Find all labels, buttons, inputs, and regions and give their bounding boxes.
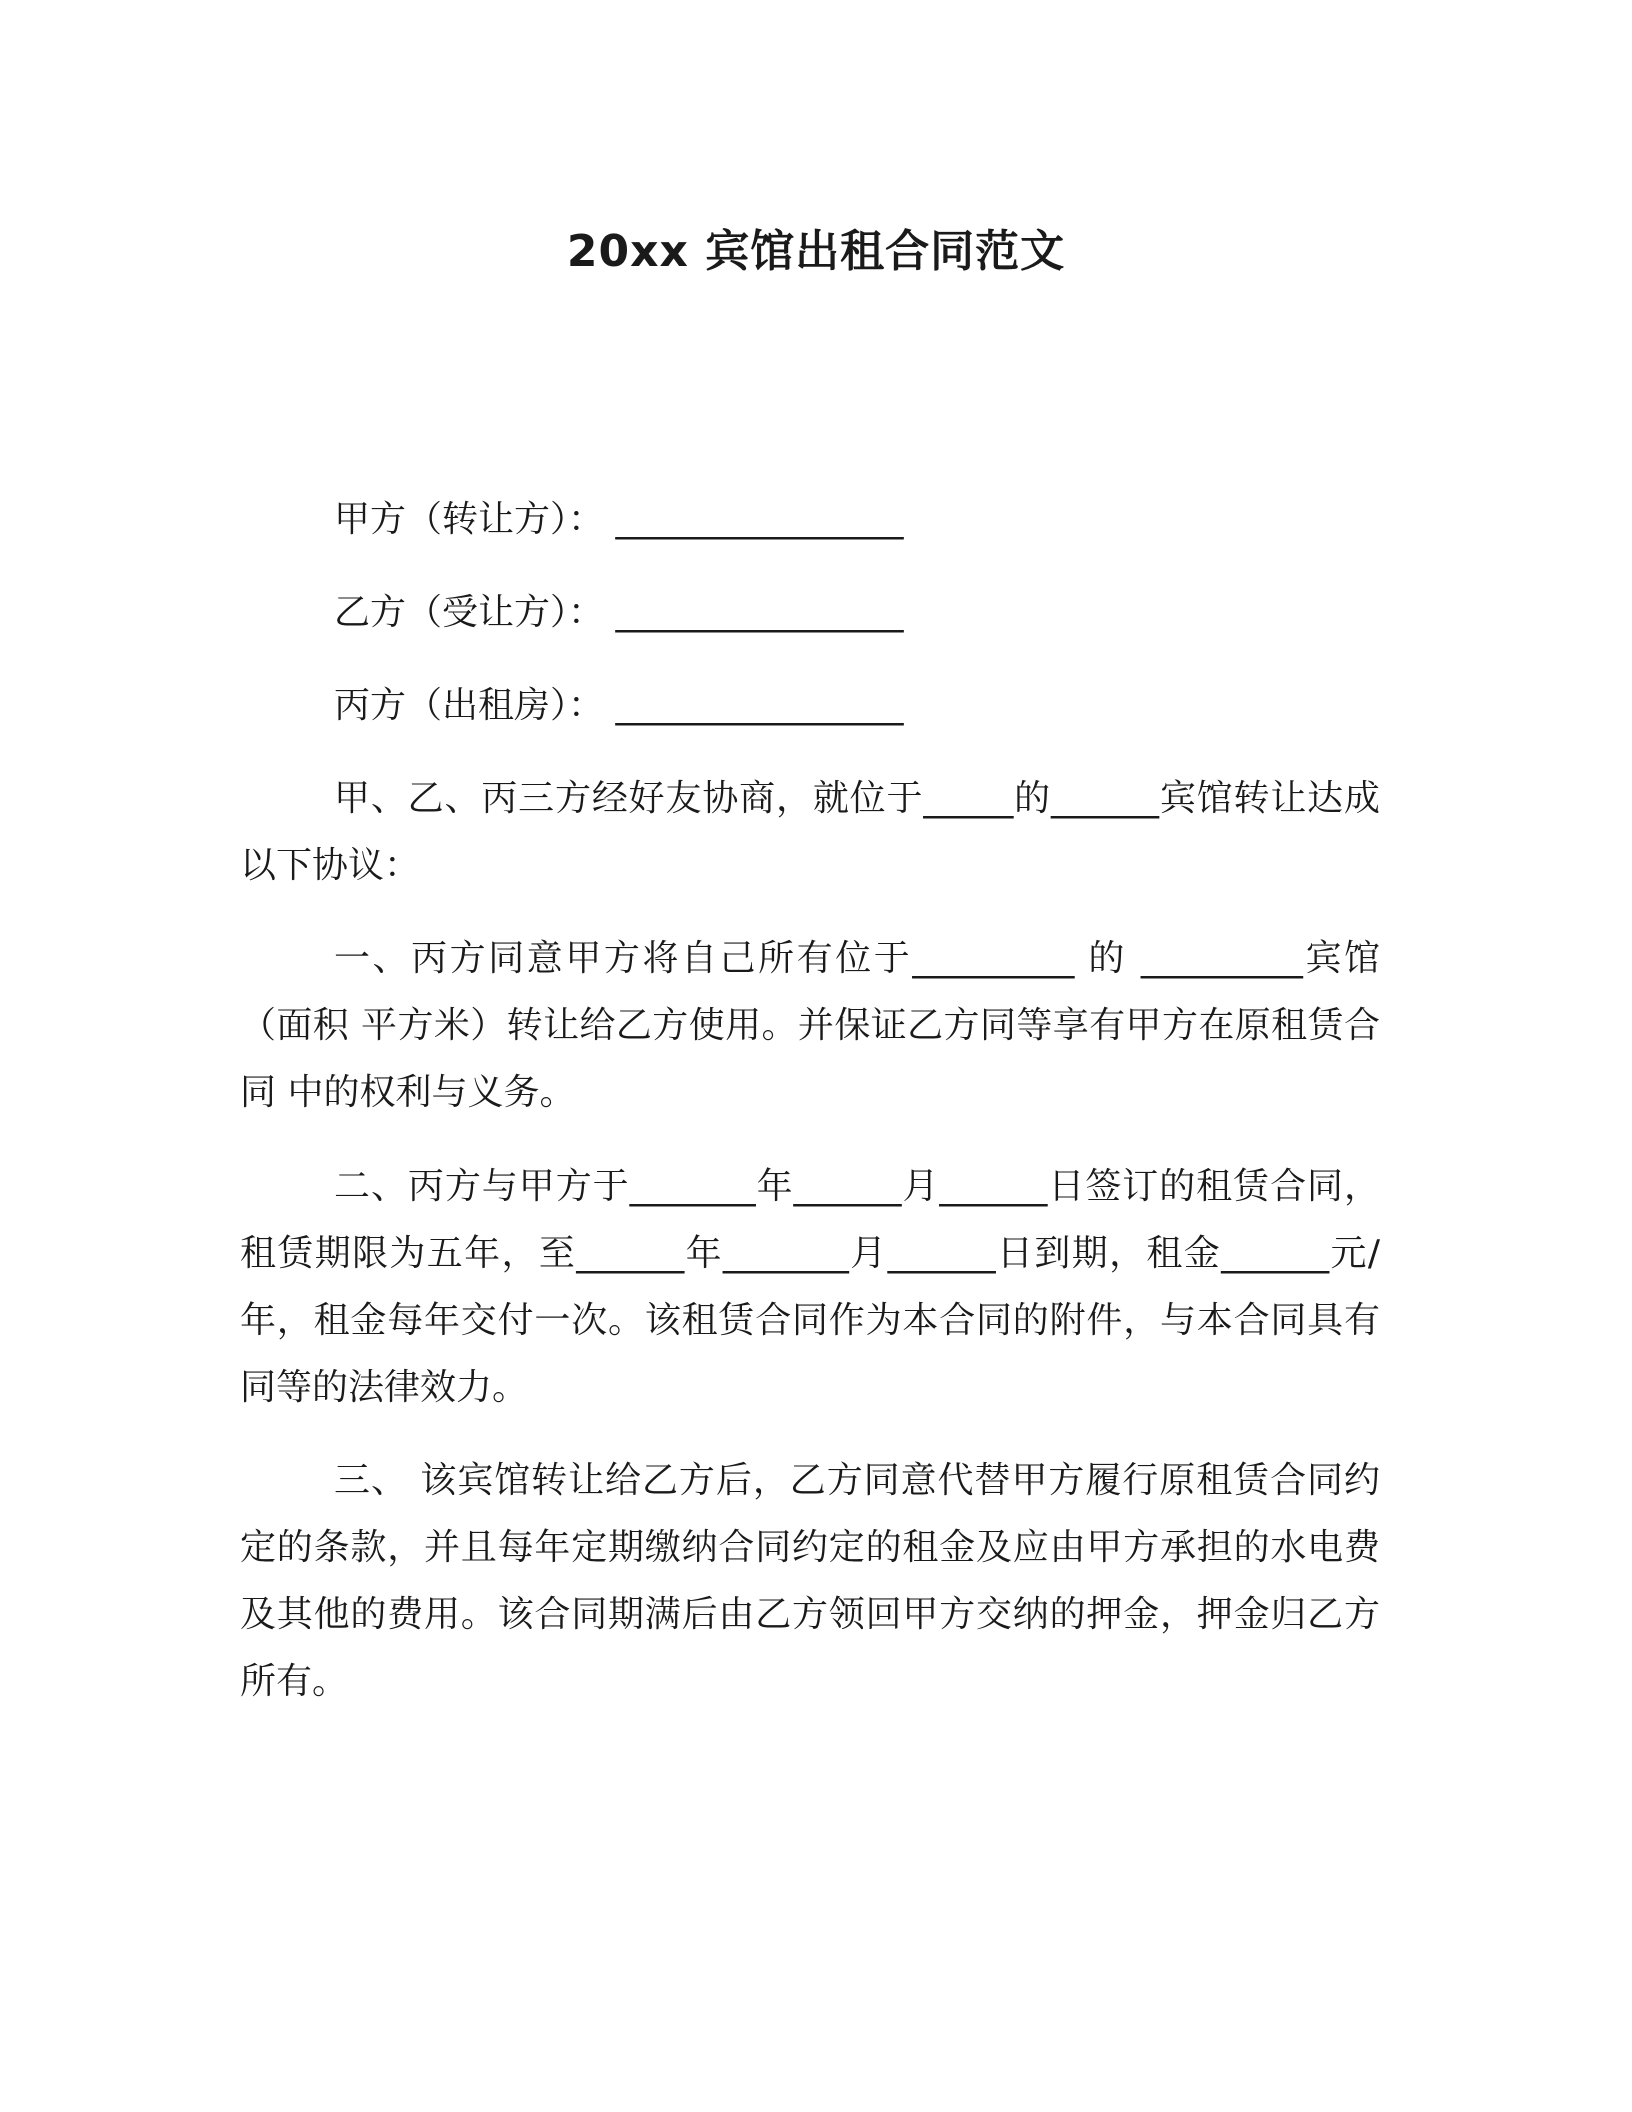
party-a-line: 甲方（转让方）： ________________ — [334, 499, 904, 540]
document-title: 20xx 宾馆出租合同范文 — [566, 226, 1066, 277]
clause-two-paragraph: 二、丙方与甲方于_______年______月______日签订的租赁合同，租赁期限为五年，至______年_______月______日到期，租金______元/年，租金每年交付一次。该租赁合同作为本合同的附件，与本合同具有同等的法律效力。 — [240, 1166, 1380, 1408]
intro-paragraph: 甲、乙、丙三方经好友协商，就位于_____的______宾馆转让达成以下协议： — [240, 778, 1380, 886]
clause-one-paragraph: 一、丙方同意甲方将自己所有位于_________ 的 _________宾馆（面积 平方米）转让给乙方使用。并保证乙方同等享有甲方在原租赁合同 中的权利与义务。 — [240, 938, 1380, 1113]
clause-three-paragraph: 三、 该宾馆转让给乙方后，乙方同意代替甲方履行原租赁合同约定的条款，并且每年定期缴纳合同约定的租金及应由甲方承担的水电费及其他的费用。该合同期满后由乙方领回甲方交纳的押金，押金归乙方所有。 — [240, 1460, 1380, 1702]
party-c-line: 丙方（出租房）： ________________ — [334, 685, 904, 726]
party-b-line: 乙方（受让方）： ________________ — [334, 592, 904, 633]
